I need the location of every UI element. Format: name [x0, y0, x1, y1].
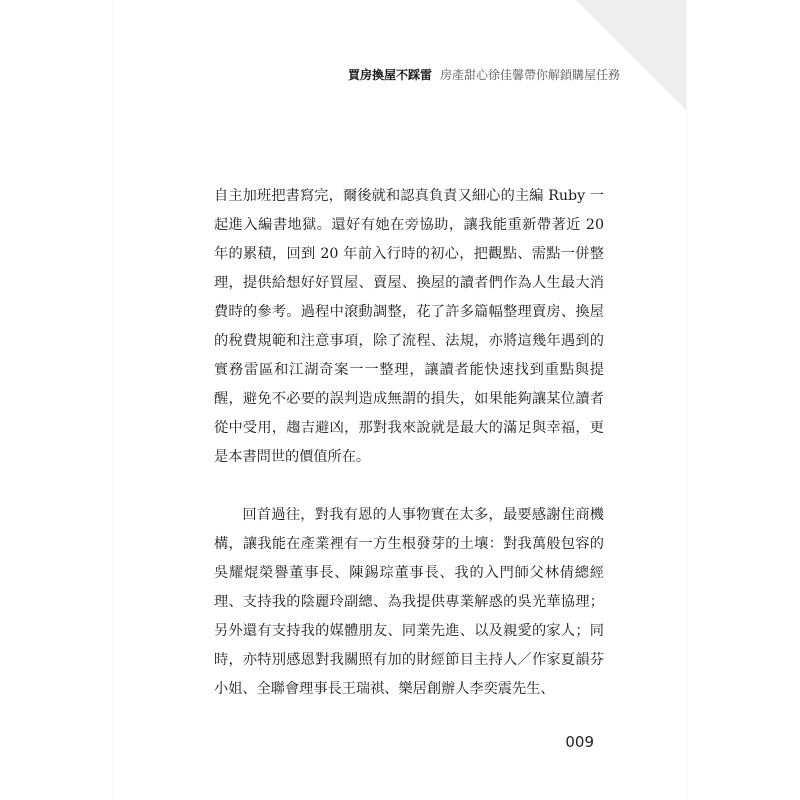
running-header: [348, 66, 620, 83]
book-page: [114, 0, 686, 800]
page-corner-fold: [576, 0, 686, 110]
book-title: 買房換屋不踩雷: [347, 68, 432, 82]
page-number: 009: [565, 733, 594, 751]
paragraph-1: 自主加班把書寫完，爾後就和認真負責又細心的主編 Ruby 一起進入編書地獄。還好有她在旁協助，讓我能重新帶著近 20 年的累積，回到 20 年前入行時的初心，把觀點、需點一併整理，提供給想好好買屋、賣屋、換屋的讀者們作為人生最大消費時的參考。過程中滾動調整，花了許多篇幅整理賣房、換屋的稅費規範和注意事項，除了流程、法規，亦將這幾年遇到的實務雷區和江湖奇案一一整理，讓讀者能快速找到重點與提醒，避免不必要的誤判造成無謂的損失，如果能夠讓某位讀者從中受用，趨吉避凶，那對我來說就是最大的滿足與幸福，更是本書問世的價值所在。: [214, 188, 604, 465]
body-text: [214, 182, 604, 704]
book-subtitle: 房產甜心徐佳馨帶你解鎖購屋任務: [439, 68, 620, 82]
paragraph-2: 回首過往，對我有恩的人事物實在太多，最要感謝住商機構，讓我能在產業裡有一方生根發芽的土壤：對我萬般包容的吳耀焜榮譽董事長、陳錫琮董事長、我的入門師父林倩總經理、支持我的陰麗玲副總、為我提供專業解惑的吳光華協理；另外還有支持我的媒體朋友、同業先進、以及親愛的家人；同時，亦特別感恩對我關照有加的財經節目主持人／作家夏韻芬小姐、全聯會理事長王瑞祺、樂居創辦人李奕震先生、: [214, 507, 604, 697]
